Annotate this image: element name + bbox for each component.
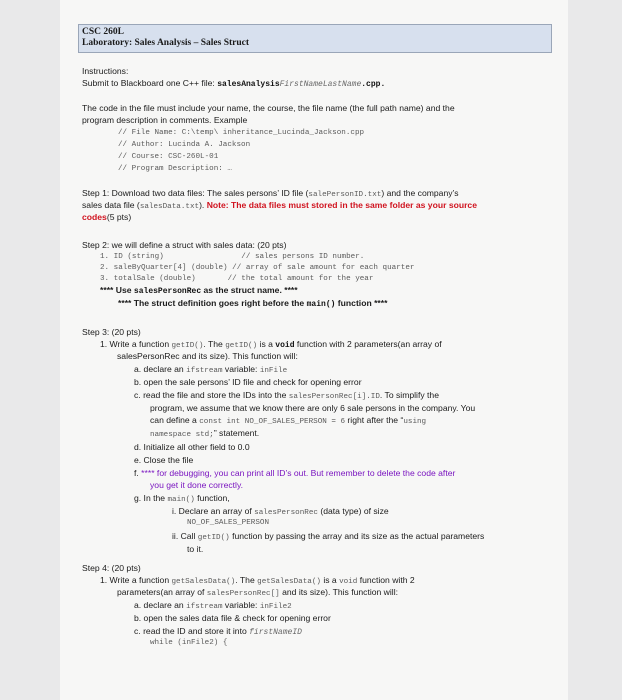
step3-e: e. Close the file [134, 455, 194, 465]
step2-code-3: 3. totalSale (double) // the total amount for the year [100, 275, 374, 283]
step1-line-3 [82, 212, 131, 223]
s3gi-code: salesPersonRec [254, 509, 318, 517]
step4-c [134, 626, 302, 638]
step3-a [134, 364, 287, 377]
must-include-line-1: The code in the file must include your name, the course, the file name (the full path name) and the [82, 103, 455, 113]
s3c4-b: ” statement. [213, 428, 260, 438]
s3-void: void [275, 341, 295, 350]
s3c3-code2: using [403, 418, 427, 426]
s3-c: is a [257, 339, 276, 349]
s4a-code: ifstream [186, 603, 223, 611]
s4c-code: firstNameID [249, 628, 302, 637]
example-line-4: // Program Description: … [118, 165, 232, 173]
submit-line [82, 78, 385, 90]
s3-b: . The [203, 339, 226, 349]
s3-code1: getID() [171, 342, 204, 350]
step3-f-1 [134, 468, 455, 479]
main-func: main() [306, 300, 336, 309]
lab-header [78, 24, 552, 53]
s3gii-code: getID() [197, 534, 230, 542]
step2-def-a: **** The struct definition goes right before the [118, 298, 307, 308]
s4-code2: getSalesData() [257, 578, 321, 586]
s3c-code: salesPersonRec[i].ID [288, 393, 380, 401]
step3-f-2: you get it done correctly. [150, 480, 243, 490]
s3-code2: getID() [225, 342, 258, 350]
step1-note-end: codes [82, 212, 107, 222]
step2-use-b: as the struct name. **** [201, 285, 298, 295]
step1-text-c: sales data file ( [82, 200, 140, 210]
example-line-3: // Course: CSC-260L-01 [118, 153, 219, 161]
s3a-mid: variable: [222, 364, 260, 374]
s3gi-a: i. Declare an array of [172, 506, 255, 516]
s4a-mid: variable: [222, 600, 260, 610]
step2-title: Step 2: we will define a struct with sales data: (20 pts) [82, 240, 287, 250]
s3g-code: main() [167, 496, 195, 504]
step1-note: Note: The data files must stored in the same folder as your source [206, 200, 477, 210]
s3c-a: c. read the file and store the IDs into the [134, 390, 289, 400]
step1-text-a: Step 1: Download two data files: The sales persons’ ID file ( [82, 188, 309, 198]
s3g-b: function, [194, 493, 230, 503]
step1-points: (5 pts) [106, 212, 132, 222]
step3-c-1 [134, 390, 439, 403]
s3c3-a: can define a [150, 415, 200, 425]
s3c3-code: const int NO_OF_SALES_PERSON = 6 [199, 418, 346, 426]
s4-f: and its size). This function will: [279, 587, 399, 597]
step4-title: Step 4: (20 pts) [82, 563, 141, 573]
s3c3-b: right after the “ [345, 415, 404, 425]
s4-b: . The [235, 575, 258, 585]
s3g-a: g. In the [134, 493, 168, 503]
step2-use-line [100, 285, 298, 297]
step4-b: b. open the sales data file & check for opening error [134, 613, 331, 623]
step3-item1-cont: salesPersonRec and its size). This function will: [117, 351, 298, 361]
step1-sales-file: salesData.txt [139, 203, 200, 211]
step3-g-i-const: NO_OF_SALES_PERSON [187, 519, 270, 527]
step3-g [134, 493, 230, 506]
step3-d: d. Initialize all other field to 0.0 [134, 442, 250, 452]
s4-a: 1. Write a function [100, 575, 172, 585]
file-name-bold: salesAnalysis [217, 80, 280, 89]
step3-g-ii [172, 531, 484, 544]
step3-title: Step 3: (20 pts) [82, 327, 141, 337]
example-line-2: // Author: Lucinda A. Jackson [118, 141, 251, 149]
step4-item1-cont [117, 587, 398, 600]
instructions-heading: Instructions: [82, 66, 129, 76]
step2-use-a: **** Use [100, 285, 134, 295]
step1-text-b: ) and the company’s [381, 188, 459, 198]
s4a-var: inFile2 [259, 603, 292, 611]
example-line-1: // File Name: C:\temp\ inheritance_Lucinda_Jackson.cpp [118, 129, 365, 137]
s4a-pre: a. declare an [134, 600, 187, 610]
s4c-a: c. read the ID and store it into [134, 626, 250, 636]
debug-note: **** for debugging, you can print all ID’s out. But remember to delete the code after [141, 468, 456, 478]
step2-def-line [118, 298, 387, 310]
s3a-pre: a. declare an [134, 364, 187, 374]
step3-c-2: program, we assume that we know there are only 6 sale persons in the company. You [150, 403, 476, 413]
file-ext: .cpp. [361, 80, 386, 89]
step3-b: b. open the sale persons’ ID file and check for opening error [134, 377, 362, 387]
s4-e: parameters(an array of [117, 587, 207, 597]
s4-code3: salesPersonRec[] [206, 590, 280, 598]
step3-g-ii-cont: to it. [187, 544, 204, 554]
s3c-b: . To simplify the [379, 390, 439, 400]
s4-c: is a [320, 575, 340, 585]
step4-a [134, 600, 292, 613]
s4-d: function with 2 [357, 575, 415, 585]
step1-id-file: salePersonID.txt [308, 191, 382, 199]
s3gi-b: (data type) of size [317, 506, 389, 516]
s3-d: function with 2 parameters(an array of [294, 339, 442, 349]
step2-code-1: 1. ID (string) // sales persons ID number. [100, 253, 365, 261]
submit-prefix: Submit to Blackboard one C++ file: [82, 78, 215, 88]
step2-def-b: function **** [335, 298, 388, 308]
s3a-code: ifstream [186, 367, 223, 375]
s3f-a: f. [134, 468, 142, 478]
step1-line-2 [82, 200, 477, 213]
s3c4-code: namespace std; [150, 431, 214, 439]
s3gii-b: function by passing the array and its size as the actual parameters [229, 531, 485, 541]
s4-code1: getSalesData() [171, 578, 236, 586]
step2-code-2: 2. saleByQuarter[4] (double) // array of sale amount for each quarter [100, 264, 415, 272]
file-name-italic: FirstNameLastName [279, 80, 362, 89]
step4-while: while (inFile2) { [150, 639, 228, 647]
step3-c-4 [150, 428, 259, 441]
s4-void: void [339, 578, 358, 586]
must-include-line-2: program description in comments. Example [82, 115, 248, 125]
lab-title: Laboratory: Sales Analysis – Sales Struct [82, 38, 250, 48]
s3-a: 1. Write a function [100, 339, 172, 349]
step1-text-d: ). [199, 200, 205, 210]
s3a-var: inFile [259, 367, 288, 375]
document-page [60, 0, 568, 700]
course-code: CSC 260L [82, 27, 124, 37]
step3-c-3 [150, 415, 426, 428]
struct-name: salesPersonRec [133, 287, 202, 296]
s3gii-a: ii. Call [172, 531, 198, 541]
